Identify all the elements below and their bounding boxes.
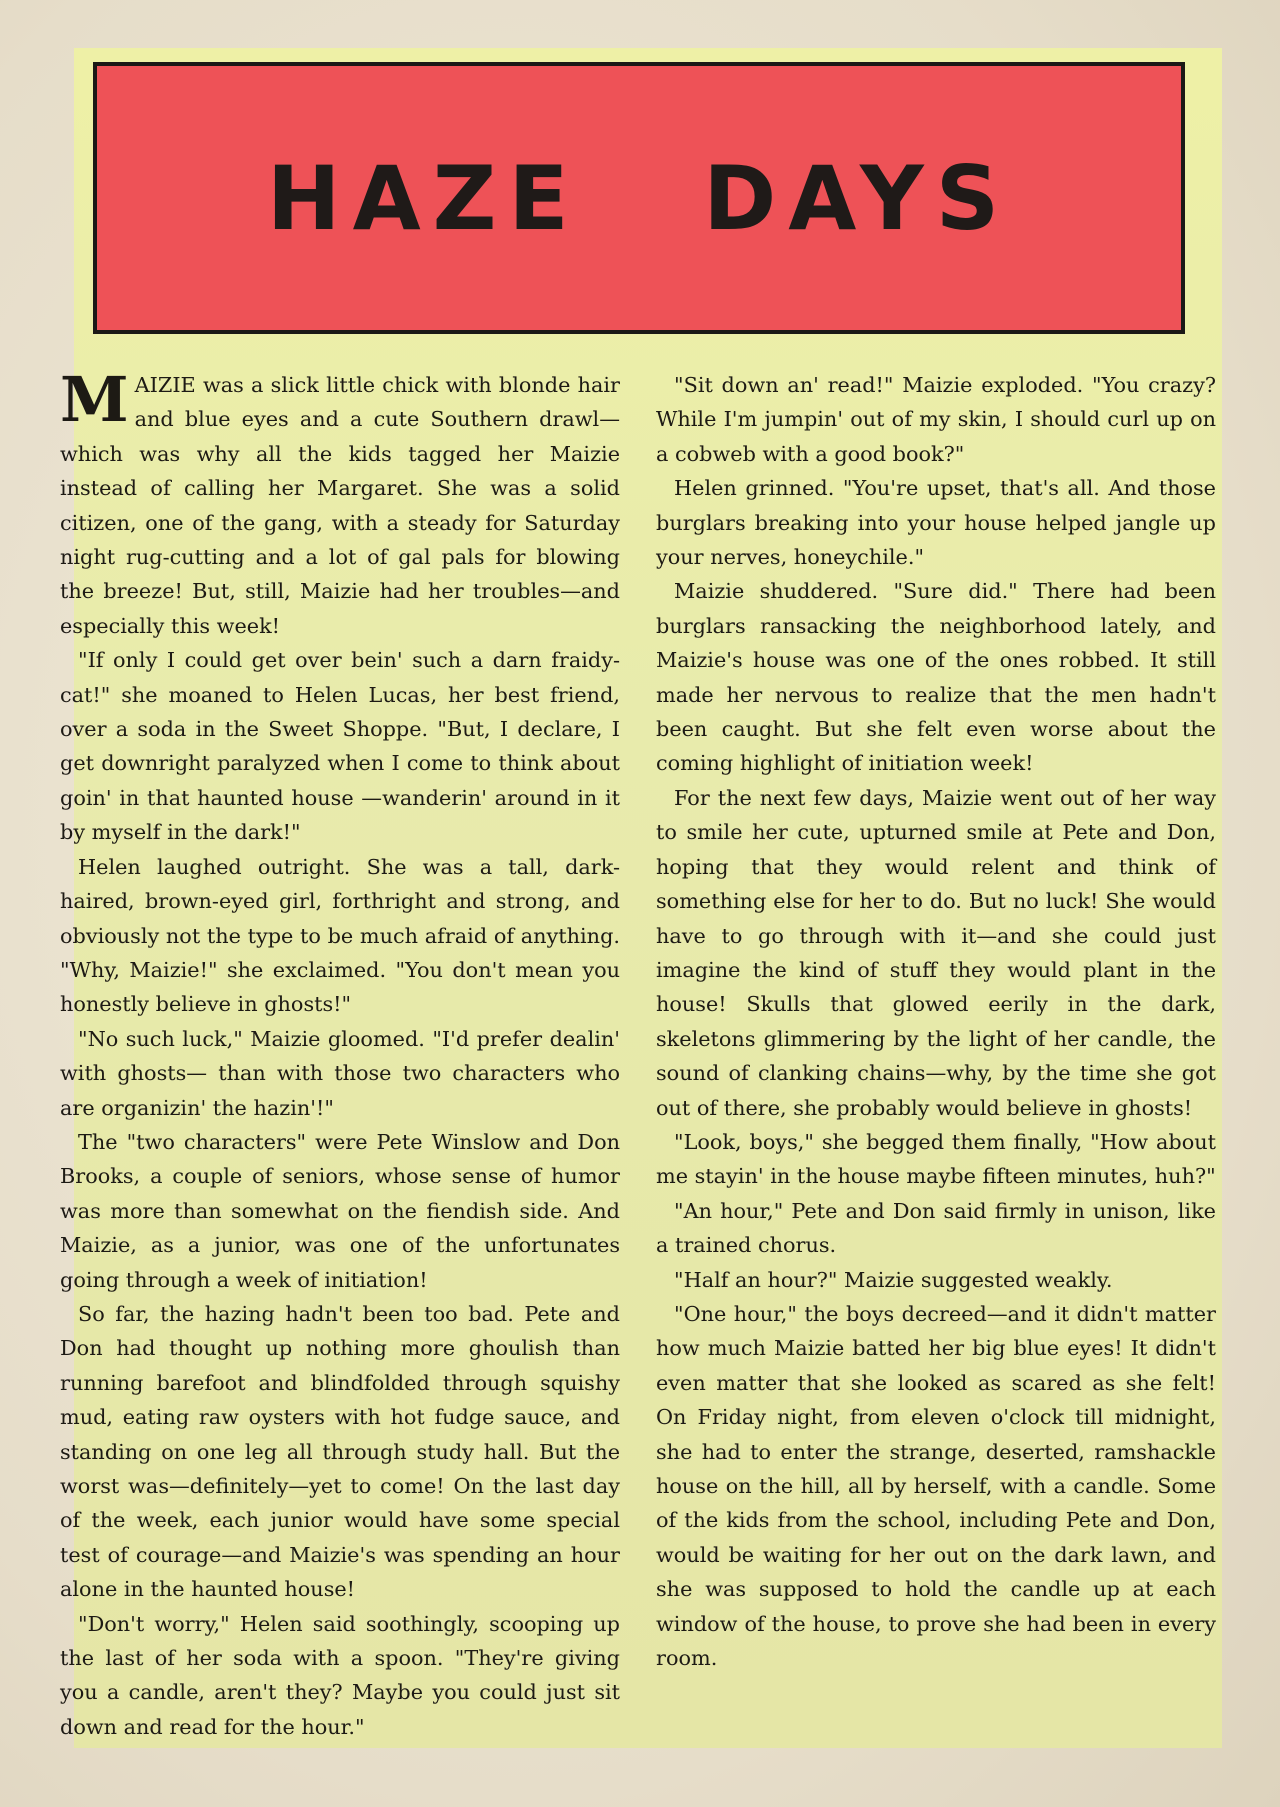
paragraph-text: AIZIE was a slick little chick with blonde hair and blue eyes and a cute Southern drawl—which was why all the kids tagged her Maizie instead of calling her Margaret. She was a solid citizen, one of the gang, with a steady for Saturday night rug-cutting and a lot of gal pals for blowing the breeze! But, still, Maizie had her troubles—and especially this week! [60, 373, 620, 638]
paragraph: "Don't worry," Helen said soothingly, scooping up the last of her soda with a spoon. "They're giving you a candle, aren't they? Maybe you could just sit down and read for the hour." [60, 1611, 620, 1739]
story-title: HAZE DAYS [266, 146, 1012, 250]
paragraph: Maizie shuddered. "Sure did." There had been burglars ransacking the neighborhood lately, and Maizie's house was one of the ones robbed. It still made her nervous to realize that the men hadn't been caught. But she felt even worse about the coming highlight of initiation week! [656, 579, 1216, 776]
paragraph: "Look, boys," she begged them finally, "How about me stayin' in the house maybe fifteen minutes, huh?" [656, 1129, 1216, 1189]
paragraph: "Sit down an' read!" Maizie exploded. "You crazy? While I'm jumpin' out of my skin, I should curl up on a cobweb with a good book?" [656, 373, 1216, 466]
drop-cap: M [60, 363, 129, 436]
paragraph: For the next few days, Maizie went out of her way to smile her cute, upturned smile at Pete and Don, hoping that they would relent and think of something else for her to do. But no luck! She would have to go through with it—and she could just imagine the kind of stuff they would plant in the house! Skulls that glowed eerily in the dark, skeletons glimmering by the light of her candle, the sound of clanking chains—why, by the time she got out of there, she probably would believe in ghosts! [656, 785, 1216, 1120]
paragraph: The "two characters" were Pete Winslow and Don Brooks, a couple of seniors, whose sense of humor was more than somewhat on the fiendish side. And Maizie, as a junior, was one of the unfortunates going through a week of initiation! [60, 1129, 620, 1292]
left-column [60, 363, 620, 1744]
paragraph: Helen grinned. "You're upset, that's all. And those burglars breaking into your house helped jangle up your nerves, honeychile." [656, 476, 1216, 570]
paragraph: "No such luck," Maizie gloomed. "I'd prefer dealin' with ghosts— than with those two characters who are organizin' the hazin'!" [60, 1026, 620, 1120]
paragraph: "One hour," the boys decreed—and it didn't matter how much Maizie batted her big blue eyes! It didn't even matter that she looked as scared as she felt! On Friday night, from eleven o'clock till midnight, she had to enter the strange, deserted, ramshackle house on the hill, all by herself, with a candle. Some of the kids from the school, including Pete and Don, would be waiting for her out on the dark lawn, and she was supposed to hold the candle up at each window of the house, to prove she had been in every room. [656, 1301, 1216, 1671]
paragraph: "An hour," Pete and Don said firmly in unison, like a trained chorus. [656, 1198, 1216, 1258]
paragraph: So far, the hazing hadn't been too bad. Pete and Don had thought up nothing more ghoulish than running barefoot and blindfolded through squishy mud, eating raw oysters with hot fudge sauce, and standing on one leg all through study hall. But the worst was—definitely—yet to come! On the last day of the week, each junior would have some special test of courage—and Maizie's was spending an hour alone in the haunted house! [60, 1301, 620, 1602]
paragraph: "Half an hour?" Maizie suggested weakly. [674, 1267, 1113, 1292]
title-banner [93, 62, 1185, 334]
right-column [656, 368, 1216, 1675]
paragraph: "If only I could get over bein' such a darn fraidy-cat!" she moaned to Helen Lucas, her best friend, over a soda in the Sweet Shoppe. "But, I declare, I get downright paralyzed when I come to think about goin' in that haunted house —wanderin' around in it by myself in the dark!" [60, 648, 620, 845]
paragraph: Helen laughed outright. She was a tall, dark-haired, brown-eyed girl, forthright and strong, and obviously not the type to be much afraid of anything. "Why, Maizie!" she exclaimed. "You don't mean you honestly believe in ghosts!" [60, 854, 620, 1017]
paragraph [60, 363, 620, 643]
